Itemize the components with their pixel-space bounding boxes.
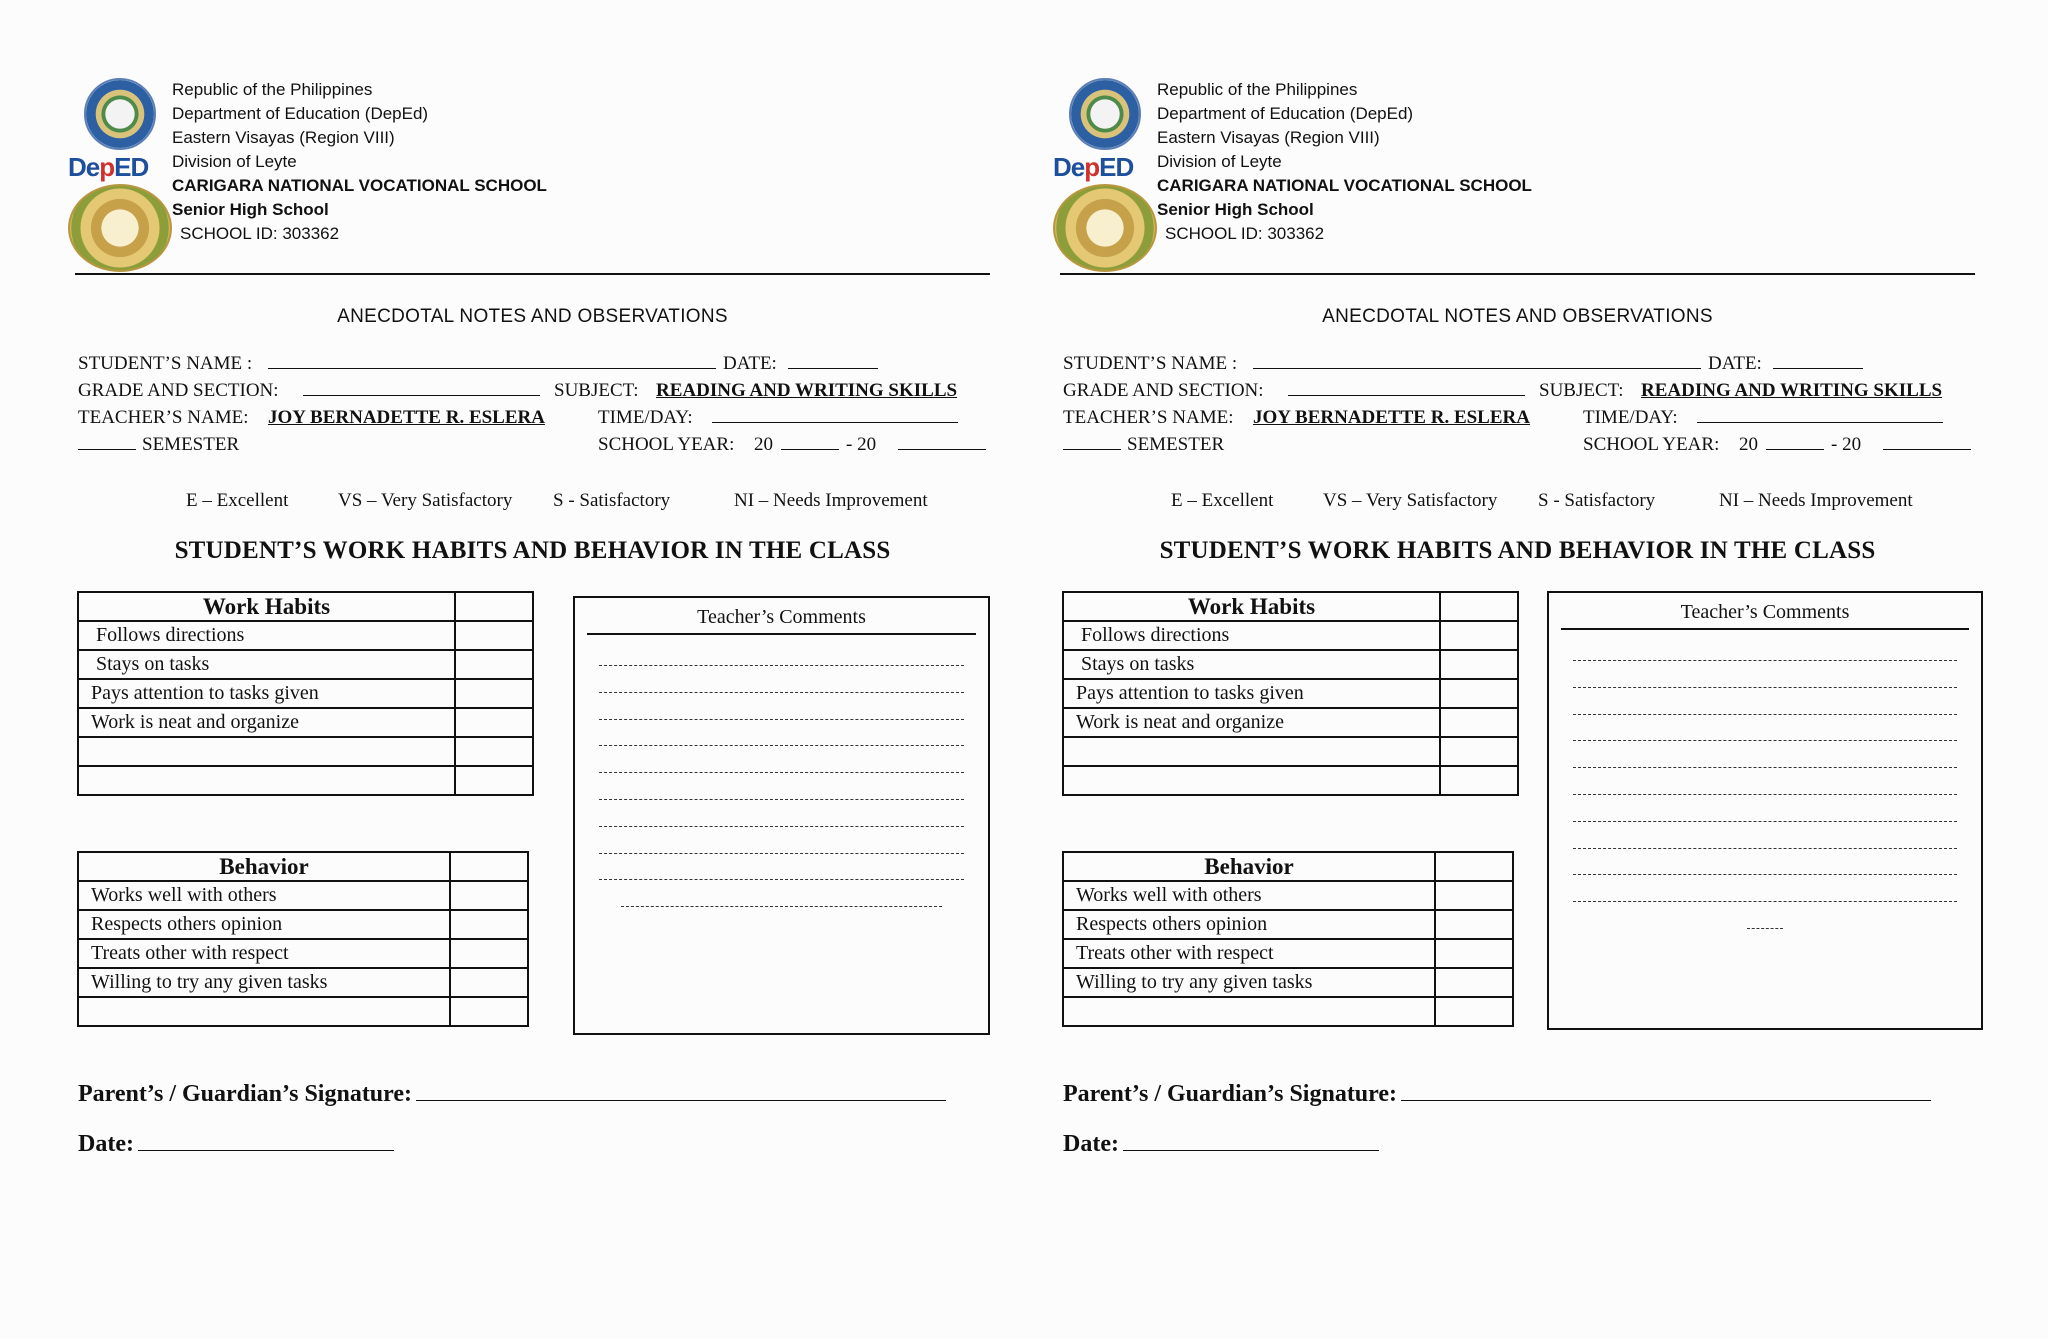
behavior-header: Behavior (1063, 852, 1435, 881)
school-dept: Senior High School (172, 200, 329, 219)
letterhead (1157, 78, 1532, 246)
comment-line[interactable] (1567, 881, 1963, 908)
header-divider (1060, 273, 1975, 275)
date-label: Date: (78, 1131, 134, 1157)
teachers-comments-box[interactable] (573, 596, 990, 1035)
blank-item-cell[interactable] (1063, 766, 1440, 795)
table-row (78, 766, 533, 795)
header-line: Division of Leyte (172, 152, 297, 171)
student-name-label: STUDENT’S NAME : (78, 353, 253, 374)
table-row: Treats other with respect (78, 939, 528, 968)
rating-cell[interactable] (1435, 881, 1513, 910)
rating-cell[interactable] (1440, 621, 1518, 650)
signature-date-field[interactable] (138, 1130, 394, 1151)
comment-line[interactable] (593, 645, 970, 672)
date-field[interactable] (1773, 350, 1863, 377)
table-row: Follows directions (1063, 621, 1518, 650)
legend-satisfactory: S - Satisfactory (1538, 490, 1656, 511)
deped-logo: DepED (1053, 152, 1134, 182)
comment-line[interactable] (1567, 640, 1963, 667)
legend-excellent: E – Excellent (1171, 490, 1274, 511)
work-habits-table (1062, 591, 1519, 796)
header-line: Department of Education (DepEd) (172, 104, 429, 123)
comments-title: Teacher’s Comments (1561, 593, 1969, 630)
signature-date-field[interactable] (1123, 1130, 1379, 1151)
sy-end-field[interactable] (898, 431, 986, 458)
form-title: ANECDOTAL NOTES AND OBSERVATIONS (1322, 306, 1713, 327)
student-name-field[interactable] (1253, 350, 1701, 377)
time-day-field[interactable] (712, 404, 958, 431)
header-divider (75, 273, 990, 275)
parent-date-row (1063, 1130, 1379, 1158)
school-id: SCHOOL ID: 303362 (1165, 224, 1325, 243)
rating-cell[interactable] (1435, 997, 1513, 1026)
blank-item-cell[interactable] (78, 737, 455, 766)
comment-line[interactable] (593, 859, 970, 886)
logos (68, 76, 178, 268)
signature-field[interactable] (416, 1080, 946, 1101)
comment-line[interactable] (1567, 720, 1963, 747)
student-info-fields (1063, 350, 1983, 458)
rating-cell[interactable] (450, 939, 528, 968)
behavior-header: Behavior (78, 852, 450, 881)
table-row (1063, 737, 1518, 766)
legend-satisfactory: S - Satisfactory (553, 490, 671, 511)
rating-cell[interactable] (455, 737, 533, 766)
comment-line[interactable] (1567, 774, 1963, 801)
blank-item-cell[interactable] (78, 997, 450, 1026)
table-row: Follows directions (78, 621, 533, 650)
blank-item-cell[interactable] (1063, 997, 1435, 1026)
table-row: Treats other with respect (1063, 939, 1513, 968)
section-title: STUDENT’S WORK HABITS AND BEHAVIOR IN THE CLASS (174, 537, 891, 564)
comment-line[interactable] (1567, 908, 1963, 935)
teacher-value: JOY BERNADETTE R. ESLERA (268, 407, 545, 428)
school-seal-icon (68, 184, 172, 272)
signature-label: Parent’s / Guardian’s Signature: (1063, 1081, 1398, 1107)
rating-cell[interactable] (1440, 766, 1518, 795)
subject-value: READING AND WRITING SKILLS (656, 380, 958, 401)
rating-cell[interactable] (1440, 708, 1518, 737)
form-copy-left (60, 0, 1060, 1339)
deped-seal-icon (84, 78, 156, 150)
header-line: Department of Education (DepEd) (1157, 104, 1414, 123)
rating-cell[interactable] (455, 766, 533, 795)
semester-label: SEMESTER (142, 434, 240, 455)
grade-section-label: GRADE AND SECTION: (1063, 380, 1264, 401)
comment-line[interactable] (593, 833, 970, 860)
student-info-fields (78, 350, 998, 458)
semester-field[interactable] (78, 431, 136, 458)
table-row: Respects others opinion (78, 910, 528, 939)
semester-field[interactable] (1063, 431, 1121, 458)
rating-cell[interactable] (450, 968, 528, 997)
signature-label: Parent’s / Guardian’s Signature: (78, 1081, 413, 1107)
subject-label: SUBJECT: (1539, 380, 1624, 401)
legend-needs-improvement: NI – Needs Improvement (1719, 490, 1913, 511)
signature-field[interactable] (1401, 1080, 1931, 1101)
rating-cell[interactable] (1435, 939, 1513, 968)
comment-line[interactable] (1567, 747, 1963, 774)
table-row: Willing to try any given tasks (1063, 968, 1513, 997)
form-copy-right (1045, 0, 2045, 1339)
grade-section-label: GRADE AND SECTION: (78, 380, 279, 401)
table-row: Pays attention to tasks given (1063, 679, 1518, 708)
parent-signature-row (78, 1080, 946, 1108)
header-line: Eastern Visayas (Region VIII) (172, 128, 395, 147)
rating-cell[interactable] (1440, 679, 1518, 708)
form-title: ANECDOTAL NOTES AND OBSERVATIONS (337, 306, 728, 327)
comment-line[interactable] (1567, 694, 1963, 721)
blank-item-cell[interactable] (78, 766, 455, 795)
table-row: Work is neat and organize (1063, 708, 1518, 737)
rating-cell[interactable] (455, 650, 533, 679)
school-year-label: SCHOOL YEAR: (1583, 434, 1720, 455)
table-row (78, 737, 533, 766)
school-year-label: SCHOOL YEAR: (598, 434, 735, 455)
rating-cell[interactable] (1435, 910, 1513, 939)
sy-dash-label: - 20 (846, 434, 877, 455)
behavior-table (1062, 851, 1514, 1027)
table-row: Work is neat and organize (78, 708, 533, 737)
comment-line[interactable] (593, 886, 970, 913)
time-day-label: TIME/DAY: (1583, 407, 1678, 428)
comment-line[interactable] (593, 672, 970, 699)
legend-very-satisfactory: VS – Very Satisfactory (1323, 490, 1498, 511)
teacher-label: TEACHER’S NAME: (78, 407, 249, 428)
section-title: STUDENT’S WORK HABITS AND BEHAVIOR IN THE CLASS (1159, 537, 1876, 564)
teachers-comments-box[interactable] (1547, 591, 1983, 1030)
letterhead (172, 78, 547, 246)
comment-line[interactable] (593, 725, 970, 752)
school-id: SCHOOL ID: 303362 (180, 224, 340, 243)
table-row (78, 997, 528, 1026)
comment-line[interactable] (593, 699, 970, 726)
teacher-value: JOY BERNADETTE R. ESLERA (1253, 407, 1530, 428)
school-name: CARIGARA NATIONAL VOCATIONAL SCHOOL (1157, 176, 1532, 195)
grade-section-field[interactable] (303, 377, 540, 404)
table-row (1063, 766, 1518, 795)
legend-very-satisfactory: VS – Very Satisfactory (338, 490, 513, 511)
header-line: Eastern Visayas (Region VIII) (1157, 128, 1380, 147)
header-line: Republic of the Philippines (1157, 80, 1358, 99)
date-label: Date: (1063, 1131, 1119, 1157)
sy-20-label: 20 (1739, 434, 1758, 455)
table-row: Willing to try any given tasks (78, 968, 528, 997)
table-row (1063, 997, 1513, 1026)
rating-cell[interactable] (455, 621, 533, 650)
teacher-label: TEACHER’S NAME: (1063, 407, 1234, 428)
rating-cell[interactable] (450, 910, 528, 939)
comments-title: Teacher’s Comments (587, 598, 976, 635)
sy-start-field[interactable] (781, 431, 839, 458)
parent-date-row (78, 1130, 394, 1158)
sy-end-field[interactable] (1883, 431, 1971, 458)
table-row: Works well with others (78, 881, 528, 910)
legend-excellent: E – Excellent (186, 490, 289, 511)
table-row: Stays on tasks (78, 650, 533, 679)
comment-line[interactable] (1567, 854, 1963, 881)
grade-section-field[interactable] (1288, 377, 1525, 404)
behavior-table (77, 851, 529, 1027)
subject-value: READING AND WRITING SKILLS (1641, 380, 1943, 401)
deped-logo: DepED (68, 152, 149, 182)
date-label: DATE: (723, 353, 777, 374)
table-row: Respects others opinion (1063, 910, 1513, 939)
logos (1053, 76, 1163, 268)
work-habits-header: Work Habits (1063, 592, 1440, 621)
rating-cell[interactable] (450, 997, 528, 1026)
sy-dash-label: - 20 (1831, 434, 1862, 455)
parent-signature-row (1063, 1080, 1931, 1108)
comment-line[interactable] (1567, 828, 1963, 855)
time-day-field[interactable] (1697, 404, 1943, 431)
header-line: Republic of the Philippines (172, 80, 373, 99)
header-line: Division of Leyte (1157, 152, 1282, 171)
school-name: CARIGARA NATIONAL VOCATIONAL SCHOOL (172, 176, 547, 195)
date-label: DATE: (1708, 353, 1762, 374)
comment-line[interactable] (1567, 667, 1963, 694)
work-habits-table (77, 591, 534, 796)
rating-cell[interactable] (455, 708, 533, 737)
rating-cell[interactable] (1440, 650, 1518, 679)
school-seal-icon (1053, 184, 1157, 272)
student-name-field[interactable] (268, 350, 716, 377)
sy-start-field[interactable] (1766, 431, 1824, 458)
student-name-label: STUDENT’S NAME : (1063, 353, 1238, 374)
semester-label: SEMESTER (1127, 434, 1225, 455)
comment-line[interactable] (593, 779, 970, 806)
rating-cell[interactable] (455, 679, 533, 708)
table-row: Stays on tasks (1063, 650, 1518, 679)
date-field[interactable] (788, 350, 878, 377)
blank-item-cell[interactable] (1063, 737, 1440, 766)
comment-line[interactable] (593, 806, 970, 833)
comment-line[interactable] (1567, 801, 1963, 828)
subject-label: SUBJECT: (554, 380, 639, 401)
table-row: Works well with others (1063, 881, 1513, 910)
sy-20-label: 20 (754, 434, 773, 455)
rating-cell[interactable] (1435, 968, 1513, 997)
table-row: Pays attention to tasks given (78, 679, 533, 708)
work-habits-header: Work Habits (78, 592, 455, 621)
deped-seal-icon (1069, 78, 1141, 150)
legend-needs-improvement: NI – Needs Improvement (734, 490, 928, 511)
rating-cell[interactable] (450, 881, 528, 910)
comment-line[interactable] (593, 752, 970, 779)
time-day-label: TIME/DAY: (598, 407, 693, 428)
rating-cell[interactable] (1440, 737, 1518, 766)
school-dept: Senior High School (1157, 200, 1314, 219)
